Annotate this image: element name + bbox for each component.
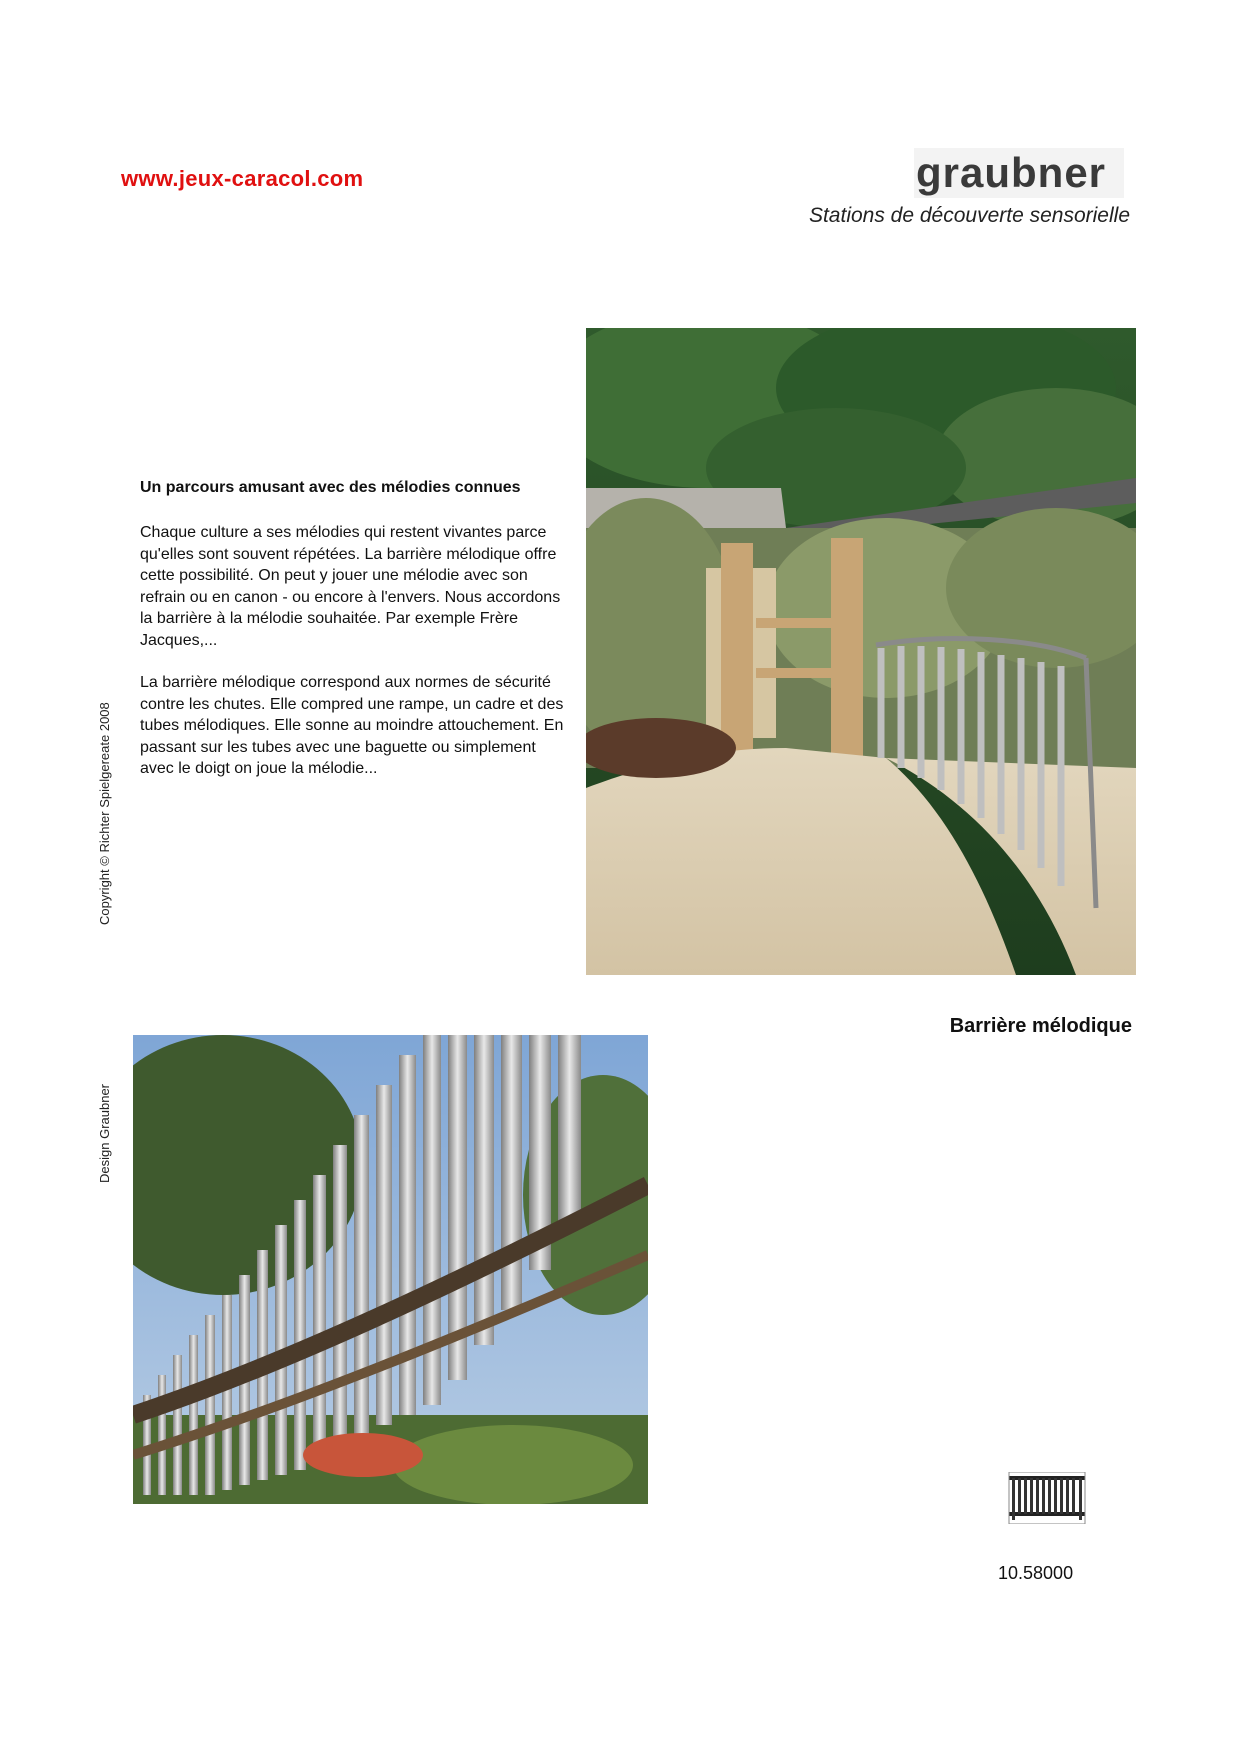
product-code: 10.58000	[998, 1563, 1074, 1583]
section-heading: Un parcours amusant avec des mélodies connues	[140, 479, 521, 496]
paragraph-safety: La barrière mélodique correspond aux normes de sécurité contre les chutes. Elle compred une rampe, un cadre et des tubes mélodiques. Elle sonne au moindre attouchement. En passant sur les tubes avec une baguette ou simplement avec le doigt on joue la mélodie...	[140, 674, 564, 777]
copyright-note: Copyright © Richter Spielgereate 2008	[97, 702, 112, 925]
paragraph-intro: Chaque culture a ses mélodies qui restent vivantes parce qu'elles sont souvent répétées. La barrière mélodique offre cette possibilité. On peut y jouer une mélodie avec son refrain ou en canon - ou encore à l'envers. Nous accordons la barrière à la mélodie souhaitée. Par exemple Frère Jacques,...	[140, 524, 561, 649]
brand-logo-text: graubner	[916, 149, 1107, 196]
fence-path-photo	[586, 328, 1136, 975]
product-name: Barrière mélodique	[949, 1015, 1132, 1037]
brand-logo	[914, 148, 1124, 198]
melodic-tubes-photo	[133, 1035, 648, 1504]
design-credit: Design Graubner	[97, 1084, 112, 1183]
page-subtitle: Stations de découverte sensorielle	[808, 204, 1130, 227]
fence-thumbnail-icon	[1008, 1472, 1086, 1524]
website-link[interactable]: www.jeux-caracol.com	[121, 166, 364, 191]
